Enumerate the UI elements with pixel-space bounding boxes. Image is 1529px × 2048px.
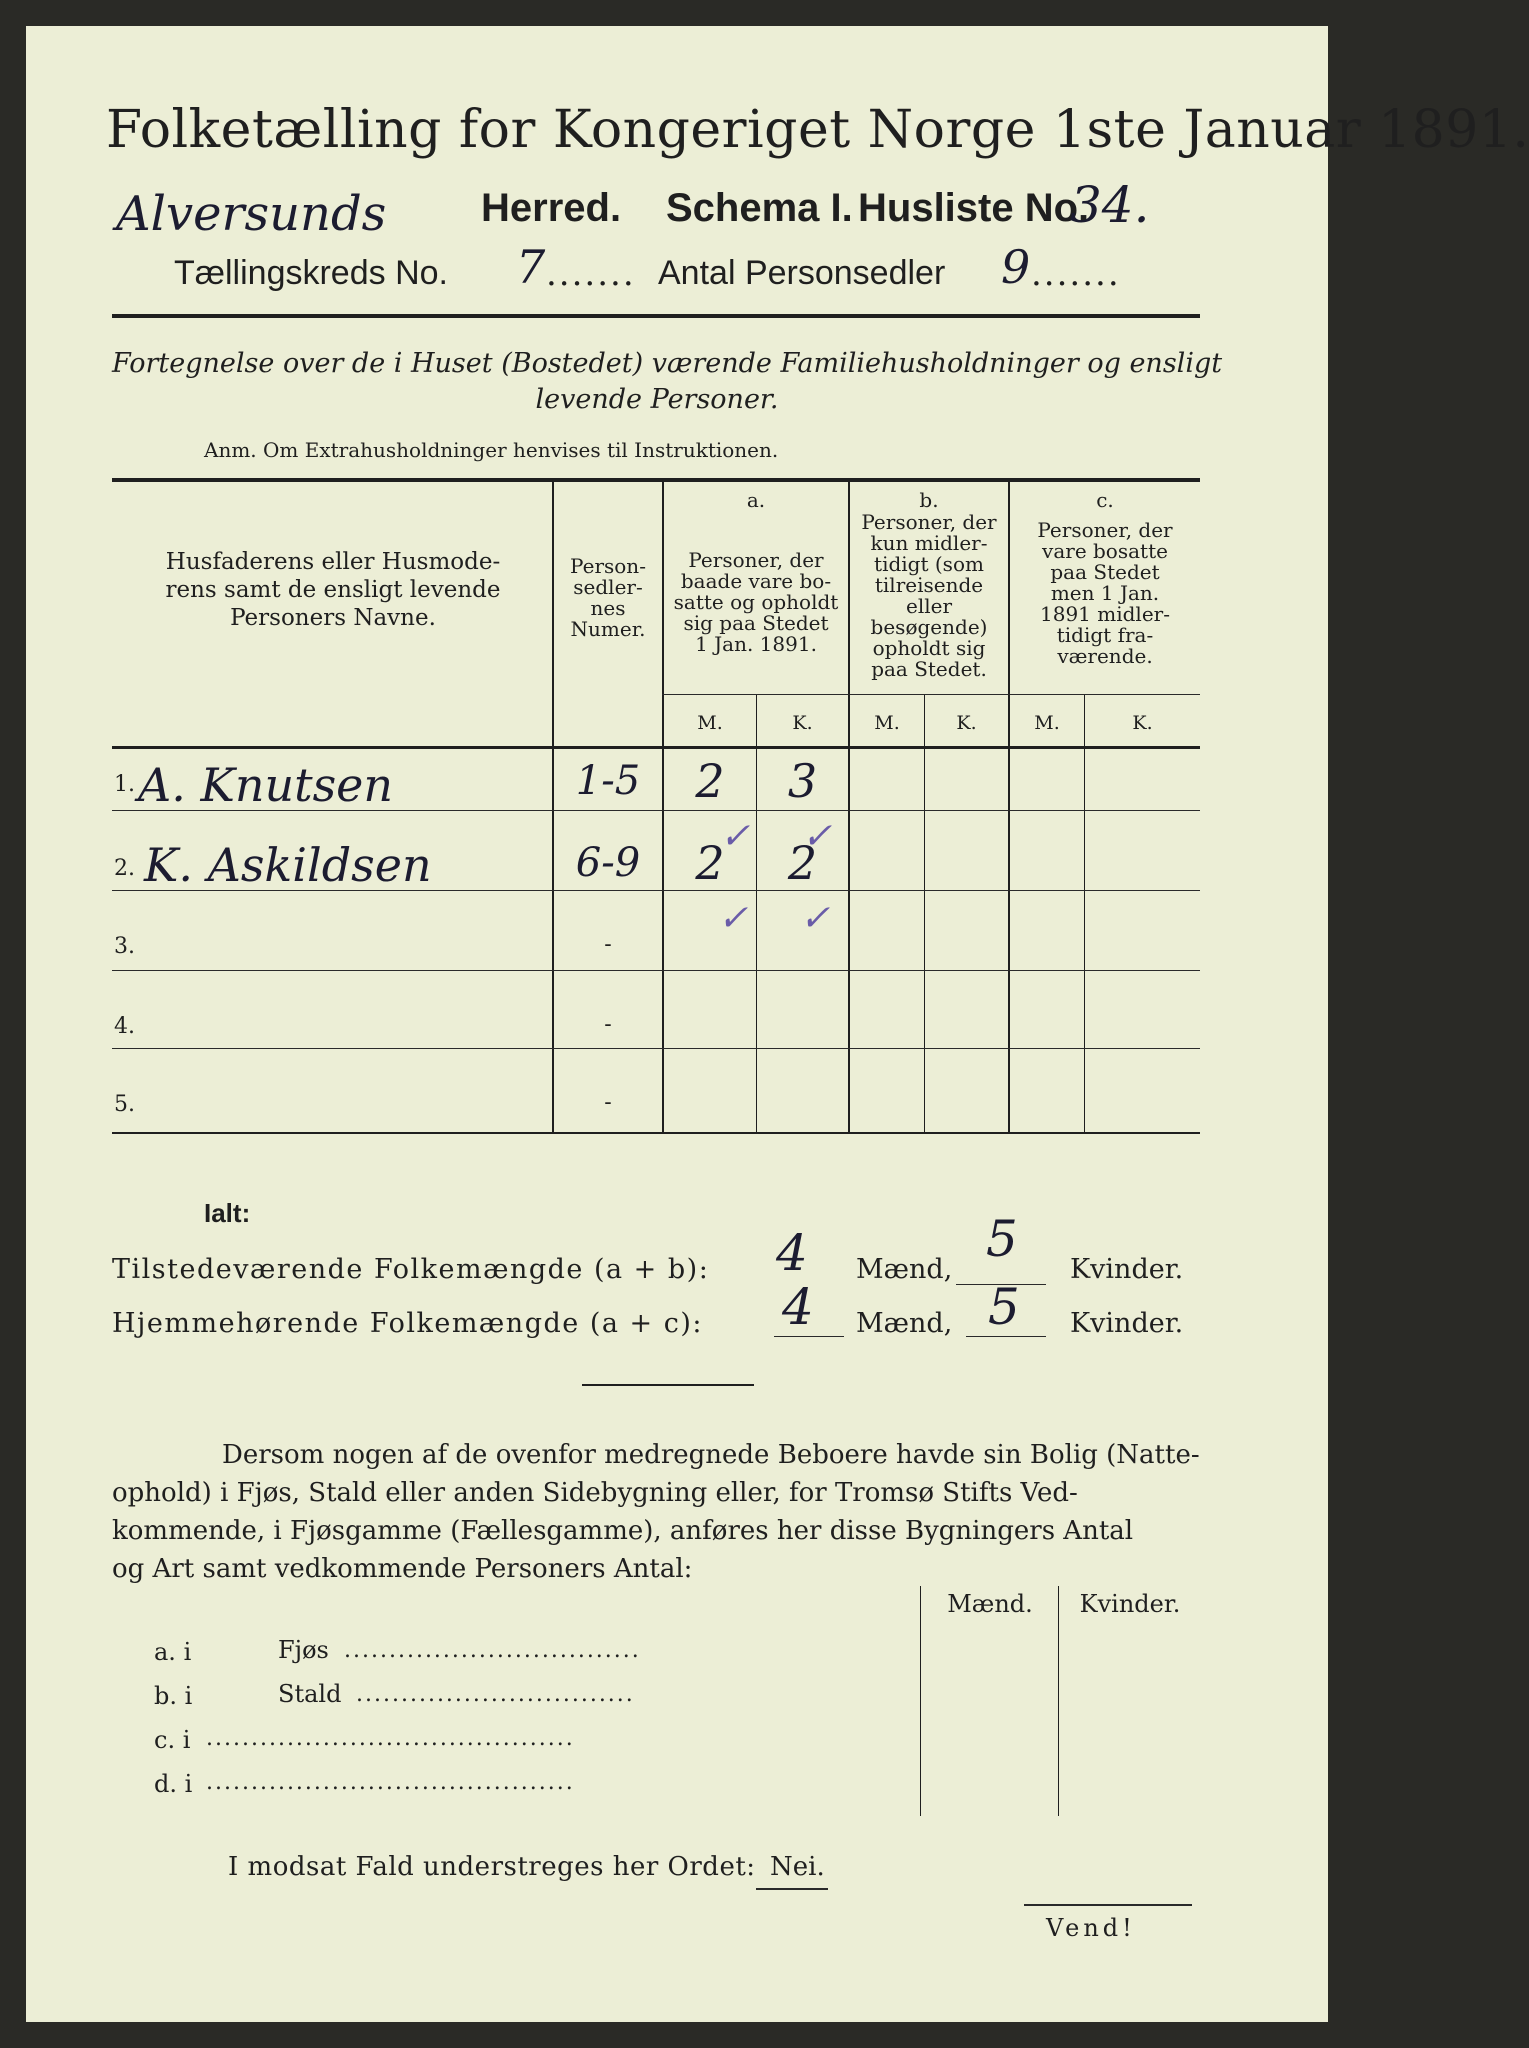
- building-c-dots: .........................................: [206, 1726, 575, 1751]
- building-b-dots: ...............................: [356, 1682, 635, 1707]
- vend-rule: [1024, 1904, 1192, 1906]
- kvinder-word-1: Kvinder.: [1070, 1254, 1184, 1285]
- building-b-label: b. i: [154, 1682, 193, 1710]
- row-2-name: K. Askildsen: [144, 838, 432, 892]
- col-a-header: Personer, der baade vare bo- satte og opholdt sig paa Stedet 1 Jan. 1891.: [673, 548, 839, 656]
- herred-value: Alversunds: [116, 186, 387, 242]
- anm-note: Anm. Om Extrahusholdninger henvises til Instruktionen.: [204, 438, 779, 462]
- antal-dots: .......: [1031, 254, 1121, 294]
- nei-word: Nei.: [770, 1852, 825, 1882]
- building-b-name: Stald: [278, 1680, 342, 1708]
- census-form-page: [26, 26, 1529, 2022]
- row-2-a-k: 2: [787, 836, 818, 890]
- table-header-rule: [112, 746, 1200, 749]
- maend-word-1: Mænd,: [856, 1254, 953, 1285]
- building-a-label: a. i: [154, 1638, 192, 1666]
- row-3-numer: -: [604, 932, 612, 957]
- form-title: Folketælling for Kongeriget Norge 1ste Januar 1891.: [106, 100, 1529, 160]
- husliste-value: 34.: [1070, 176, 1150, 234]
- building-d-label: d. i: [154, 1770, 193, 1798]
- col-a-m-label: M.: [697, 712, 723, 734]
- ialt-label: Ialt:: [204, 1198, 251, 1228]
- maend-underline-2: [774, 1336, 844, 1337]
- col-names-header: Husfaderens eller Husmode- rens samt de ensligt levende Personers Navne.: [165, 549, 501, 631]
- building-a-name: Fjøs: [278, 1636, 329, 1664]
- building-a-dots: .................................: [344, 1638, 641, 1663]
- mk-rule: [662, 694, 1200, 695]
- section-divider: [582, 1384, 754, 1386]
- col-b-k-label: K.: [956, 712, 977, 734]
- row-4-number: 4.: [114, 1014, 135, 1039]
- kreds-dots: .......: [546, 254, 636, 294]
- check-mark-icon: ✓: [800, 898, 831, 939]
- row-1-numer: 1-5: [575, 758, 641, 804]
- row-2-number: 2.: [114, 856, 135, 881]
- col-c-m-label: M.: [1034, 712, 1060, 734]
- buildings-divider-1: [920, 1586, 921, 1816]
- building-c-label: c. i: [154, 1726, 191, 1754]
- row-4-rule: [112, 1048, 1200, 1049]
- header-rule: [112, 314, 1200, 318]
- building-d-dots: .........................................: [206, 1770, 575, 1795]
- hjemme-maend-value: 4: [782, 1278, 814, 1336]
- check-mark-icon: ✓: [802, 816, 833, 857]
- vend-text: Vend!: [1046, 1914, 1136, 1942]
- row-3-number: 3.: [114, 934, 135, 959]
- row-1-number: 1.: [114, 772, 135, 797]
- check-mark-icon: ✓: [718, 898, 749, 939]
- intro-line-2: levende Personer.: [535, 384, 779, 415]
- row-2-numer: 6-9: [575, 840, 641, 886]
- row-1-name: A. Knutsen: [138, 758, 394, 812]
- col-c-k-label: K.: [1132, 712, 1153, 734]
- row-1-a-k: 3: [787, 754, 818, 808]
- col-a-letter: a.: [746, 488, 766, 512]
- row-5-number: 5.: [114, 1092, 135, 1117]
- kvinder-word-2: Kvinder.: [1070, 1308, 1184, 1339]
- col-divider-b-mk: [924, 694, 925, 1134]
- col-a-k-label: K.: [792, 712, 813, 734]
- antal-label: Antal Personsedler: [658, 254, 946, 292]
- row-3-rule: [112, 970, 1200, 971]
- tilstede-label: Tilstedeværende Folkemængde (a + b):: [112, 1254, 710, 1285]
- building-note: Dersom nogen af de ovenfor medregnede Beboere havde sin Bolig (Natte- ophold) i Fjøs, Stald eller anden Sidebygning eller, for Tromsø Stifts Ved- kommende, i Fjøsgamme (Fællesgamme), anføres her disse Bygningers Antal og Art samt vedkommende Personers Antal:: [112, 1440, 1200, 1584]
- husliste-label: Husliste No.: [858, 186, 1090, 230]
- tilstede-kvinder-value: 5: [986, 1210, 1018, 1268]
- buildings-maend-header: Mænd.: [947, 1590, 1033, 1618]
- row-1-a-m: 2: [695, 754, 725, 808]
- table-bottom-rule: [112, 1132, 1200, 1134]
- herred-label: Herred.: [481, 186, 622, 230]
- modsat-text: I modsat Fald understreges her Ordet:: [228, 1852, 756, 1882]
- row-5-numer: -: [604, 1090, 612, 1115]
- nei-underline: [756, 1888, 828, 1890]
- schema-label: Schema I.: [666, 186, 853, 230]
- check-mark-icon: ✓: [720, 816, 751, 857]
- antal-value: 9: [1001, 240, 1031, 294]
- col-numer-header: Person- sedler- nes Numer.: [570, 554, 646, 641]
- buildings-divider-2: [1058, 1586, 1059, 1816]
- kreds-label: Tællingskreds No.: [174, 254, 448, 292]
- kreds-value: 7: [516, 240, 546, 294]
- table-top-rule: [112, 478, 1200, 482]
- buildings-kvinder-header: Kvinder.: [1079, 1590, 1181, 1618]
- maend-word-2: Mænd,: [856, 1308, 953, 1339]
- col-c-header: Personer, der vare bosatte paa Stedet men 1 Jan. 1891 midler- tidigt fra- værende.: [1037, 518, 1173, 668]
- tilstede-maend-value: 4: [776, 1224, 808, 1282]
- kvinder-underline-2: [966, 1336, 1046, 1337]
- hjemme-label: Hjemmehørende Folkemængde (a + c):: [112, 1308, 703, 1339]
- row-4-numer: -: [604, 1012, 612, 1037]
- col-c-letter: c.: [1096, 488, 1114, 512]
- col-b-letter: b.: [919, 488, 939, 512]
- row-2-a-m: 2: [695, 836, 725, 890]
- intro-line-1: Fortegnelse over de i Huset (Bostedet) værende Familiehusholdninger og ensligt: [112, 348, 1223, 379]
- col-b-m-label: M.: [874, 712, 900, 734]
- hjemme-kvinder-value: 5: [988, 1278, 1020, 1336]
- col-divider-c-mk: [1084, 694, 1085, 1134]
- col-b-header: Personer, der kun midler- tidigt (som tilreisende eller besøgende) opholdt sig paa Stedet.: [861, 510, 997, 681]
